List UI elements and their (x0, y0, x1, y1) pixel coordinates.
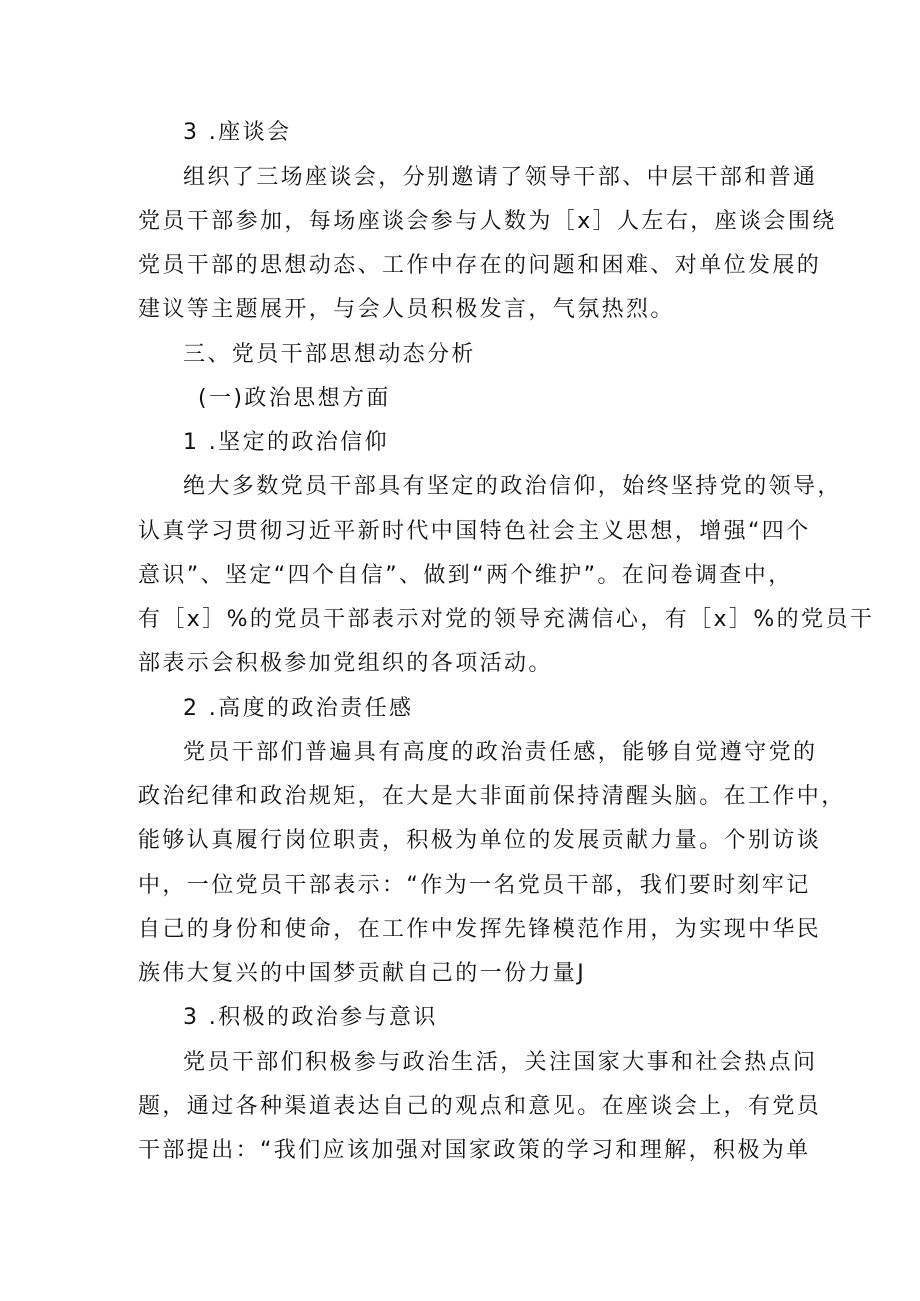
item-heading-1: 1 .坚定的政治信仰 (183, 430, 389, 455)
paragraph-line: 干部提出：“我们应该加强对国家政策的学习和理解，积极为单 (138, 1138, 811, 1163)
subsection-heading-1: (一)政治思想方面 (198, 386, 391, 411)
paragraph-line: 绝大多数党员干部具有坚定的政治信仰，始终坚持党的领导， (183, 474, 842, 499)
paragraph-line: 能够认真履行岗位职责，积极为单位的发展贡献力量。个别访谈 (138, 828, 822, 853)
paragraph-line: 部表示会积极参加党组织的各项活动。 (138, 651, 553, 676)
item-heading-3-symposium: 3 .座谈会 (183, 120, 292, 145)
paragraph-line: 组织了三场座谈会，分别邀请了领导干部、中层干部和普通 (183, 165, 818, 190)
paragraph-line: 自己的身份和使命，在工作中发挥先锋模范作用，为实现中华民 (138, 917, 822, 942)
paragraph-line: 题，通过各种渠道表达自己的观点和意见。在座谈会上，有党员 (138, 1094, 822, 1119)
item-heading-3: 3 .积极的政治参与意识 (183, 1005, 438, 1030)
paragraph-line: 党员干部参加，每场座谈会参与人数为［x］人左右，座谈会围绕 (138, 209, 837, 234)
item-heading-2: 2 .高度的政治责任感 (183, 696, 414, 721)
paragraph-line: 中，一位党员干部表示：“作为一名党员干部，我们要时刻牢记 (138, 873, 811, 898)
paragraph-line: 有［x］%的党员干部表示对党的领导充满信心，有［x］%的党员干 (138, 607, 875, 632)
paragraph-line: 政治纪律和政治规矩，在大是大非面前保持清醒头脑。在工作中， (138, 784, 846, 809)
paragraph-line: 认真学习贯彻习近平新时代中国特色社会主义思想，增强“四个 (138, 519, 811, 544)
paragraph-line: 建议等主题展开，与会人员积极发言，气氛热烈。 (138, 297, 675, 322)
section-heading-3: 三、党员干部思想动态分析 (183, 342, 476, 367)
paragraph-line: 党员干部们积极参与政治生活，关注国家大事和社会热点问 (183, 1050, 818, 1075)
paragraph-line: 意识”、坚定“四个自信”、做到“两个维护”。在问卷调查中， (138, 563, 793, 588)
paragraph-line: 党员干部们普遍具有高度的政治责任感，能够自觉遵守党的 (183, 740, 818, 765)
paragraph-line: 族伟大复兴的中国梦贡献自己的一份力量J (138, 961, 587, 986)
paragraph-line: 党员干部的思想动态、工作中存在的问题和困难、对单位发展的 (138, 253, 822, 278)
